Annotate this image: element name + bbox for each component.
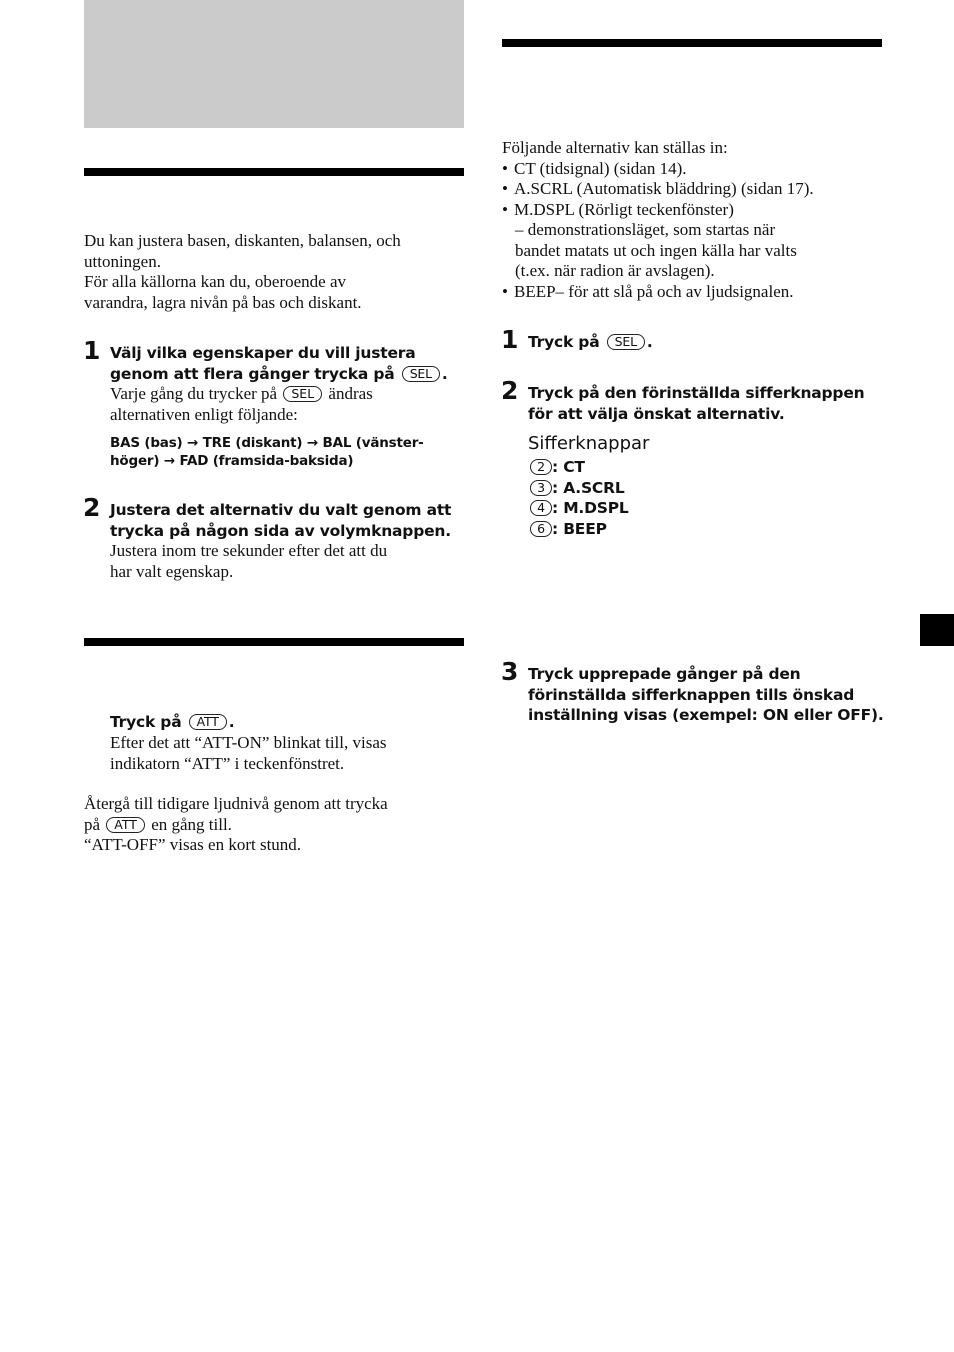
seq-bas: BAS (bas) xyxy=(110,435,183,451)
att-body-line: indikatorn “ATT” i teckenfönstret. xyxy=(110,753,345,773)
period: . xyxy=(441,364,448,383)
tone-step-1-heading xyxy=(110,343,470,384)
tone-step-1-body-text: ändras xyxy=(328,384,373,403)
att-restore-text: på xyxy=(84,814,101,834)
settings-bullet xyxy=(502,179,902,200)
tone-sequence-line xyxy=(110,453,470,471)
section-rule-tone xyxy=(84,168,464,176)
settings-step-2-heading-line: för att välja önskat alternativ. xyxy=(528,404,785,423)
settings-bullet xyxy=(502,200,902,221)
tone-sequence xyxy=(110,435,470,470)
att-restore-line: Återgå till tidigare ljudnivå genom att trycka xyxy=(84,794,388,813)
att-restore-text: en gång till. xyxy=(151,814,232,834)
settings-step-2-number: 2 xyxy=(501,376,519,405)
section-rule-att xyxy=(84,638,464,646)
settings-bullet xyxy=(502,282,902,303)
bullet-icon: • xyxy=(502,179,508,198)
tone-step-1-heading-line xyxy=(110,364,470,385)
settings-step-3-line: Tryck upprepade gånger på den xyxy=(528,665,801,683)
seq-tre: TRE (diskant) xyxy=(202,435,303,451)
tone-intro xyxy=(84,231,464,313)
seq-bal: BAL (vänster- xyxy=(322,435,424,451)
number-key-label: : BEEP xyxy=(552,519,607,538)
tone-step-1-body-line xyxy=(110,384,470,405)
arrow-right-icon: → xyxy=(187,435,199,451)
att-restore-line: “ATT-OFF” visas en kort stund. xyxy=(84,835,302,854)
settings-step-3-number: 3 xyxy=(501,657,519,686)
settings-bullet-sub: (t.ex. när radion är avslagen). xyxy=(515,261,715,280)
number-button-4[interactable]: 4 xyxy=(530,500,552,516)
tone-step-2-body xyxy=(110,541,470,582)
tone-intro-line: För alla källorna kan du, oberoende av xyxy=(84,272,346,291)
seq-hoger: höger) xyxy=(110,452,160,469)
tone-intro-line: Du kan justera basen, diskanten, balansen, och xyxy=(84,231,401,250)
tone-sequence-line xyxy=(110,435,470,453)
sel-button[interactable]: SEL xyxy=(283,386,322,402)
settings-bullet-sub: – demonstrationsläget, som startas när xyxy=(515,220,776,239)
tone-intro-line: uttoningen. xyxy=(84,251,161,271)
bullet-text: CT (tidsignal) (sidan 14). xyxy=(514,158,687,178)
settings-bullet xyxy=(502,159,902,180)
att-body-line: Efter det att “ATT-ON” blinkat till, visas xyxy=(110,733,387,752)
sel-button[interactable]: SEL xyxy=(607,334,645,350)
bullet-icon: • xyxy=(502,199,508,219)
tone-step-1-heading-text: genom att flera gånger trycka på xyxy=(110,364,395,383)
sel-button[interactable]: SEL xyxy=(402,366,440,382)
number-key-list xyxy=(530,457,830,539)
seq-fad: FAD (framsida-baksida) xyxy=(179,452,354,469)
tone-intro-line: varandra, lagra nivån på bas och diskant. xyxy=(84,292,362,312)
number-key-label: : M.DSPL xyxy=(552,499,629,517)
number-button-2[interactable]: 2 xyxy=(530,459,552,475)
number-key-label: : A.SCRL xyxy=(552,478,625,497)
number-key-item xyxy=(530,519,830,540)
number-key-item xyxy=(530,498,830,519)
tone-step-2-body-line: har valt egenskap. xyxy=(110,561,234,581)
number-key-item xyxy=(530,457,830,478)
att-button[interactable]: ATT xyxy=(189,714,227,730)
settings-step-1-text: Tryck på xyxy=(528,333,600,351)
settings-step-3-line: förinställda sifferknappen tills önskad xyxy=(528,685,855,704)
tone-step-1-body-text: Varje gång du trycker på xyxy=(110,384,278,403)
settings-step-3-heading xyxy=(528,664,908,726)
settings-step-1-line xyxy=(528,332,888,353)
tone-step-2-heading-line: trycka på någon sida av volymknappen. xyxy=(110,521,451,540)
number-key-label: : CT xyxy=(552,458,585,476)
tone-step-1-body xyxy=(110,384,470,425)
side-tab-marker xyxy=(920,614,954,646)
tone-step-2-number: 2 xyxy=(83,493,101,522)
tone-step-2-heading-line: Justera det alternativ du valt genom att xyxy=(110,501,452,519)
att-body xyxy=(110,733,470,774)
bullet-icon: • xyxy=(502,281,508,301)
number-button-6[interactable]: 6 xyxy=(530,521,552,537)
att-restore xyxy=(84,794,464,856)
arrow-right-icon: → xyxy=(163,452,175,469)
tone-step-2-heading xyxy=(110,500,470,541)
settings-intro-line: Följande alternativ kan ställas in: xyxy=(502,138,728,157)
arrow-right-icon: → xyxy=(306,435,319,451)
att-restore-line xyxy=(84,815,464,836)
settings-intro xyxy=(502,138,902,302)
tone-step-2-body-line: Justera inom tre sekunder efter det att du xyxy=(110,541,388,560)
att-press-line xyxy=(110,712,470,733)
bullet-text: A.SCRL (Automatisk bläddring) (sidan 17). xyxy=(514,179,814,198)
number-button-3[interactable]: 3 xyxy=(530,480,552,496)
att-press-text: Tryck på xyxy=(110,713,182,731)
settings-step-2-heading xyxy=(528,383,908,424)
settings-step-2-heading-line: Tryck på den förinställda sifferknappen xyxy=(528,384,865,402)
header-gray-block xyxy=(84,0,464,128)
tone-step-1-heading-line: Välj vilka egenskaper du vill justera xyxy=(110,344,416,362)
bullet-text: M.DSPL (Rörligt teckenfönster) xyxy=(514,199,734,219)
sifferknappar-heading: Sifferknappar xyxy=(528,433,650,454)
settings-step-1-number: 1 xyxy=(501,325,519,354)
att-button[interactable]: ATT xyxy=(106,817,145,833)
period: . xyxy=(646,333,653,351)
section-rule-settings xyxy=(502,39,882,47)
tone-step-1-body-line: alternativen enligt följande: xyxy=(110,404,298,424)
number-key-item xyxy=(530,478,830,499)
period: . xyxy=(228,713,235,731)
tone-step-1-number: 1 xyxy=(83,336,101,365)
settings-step-3-line: inställning visas (exempel: ON eller OFF). xyxy=(528,706,884,724)
settings-bullet-sub: bandet matats ut och ingen källa har valts xyxy=(515,240,797,260)
bullet-icon: • xyxy=(502,158,508,178)
bullet-text: BEEP– för att slå på och av ljudsignalen. xyxy=(514,281,794,301)
